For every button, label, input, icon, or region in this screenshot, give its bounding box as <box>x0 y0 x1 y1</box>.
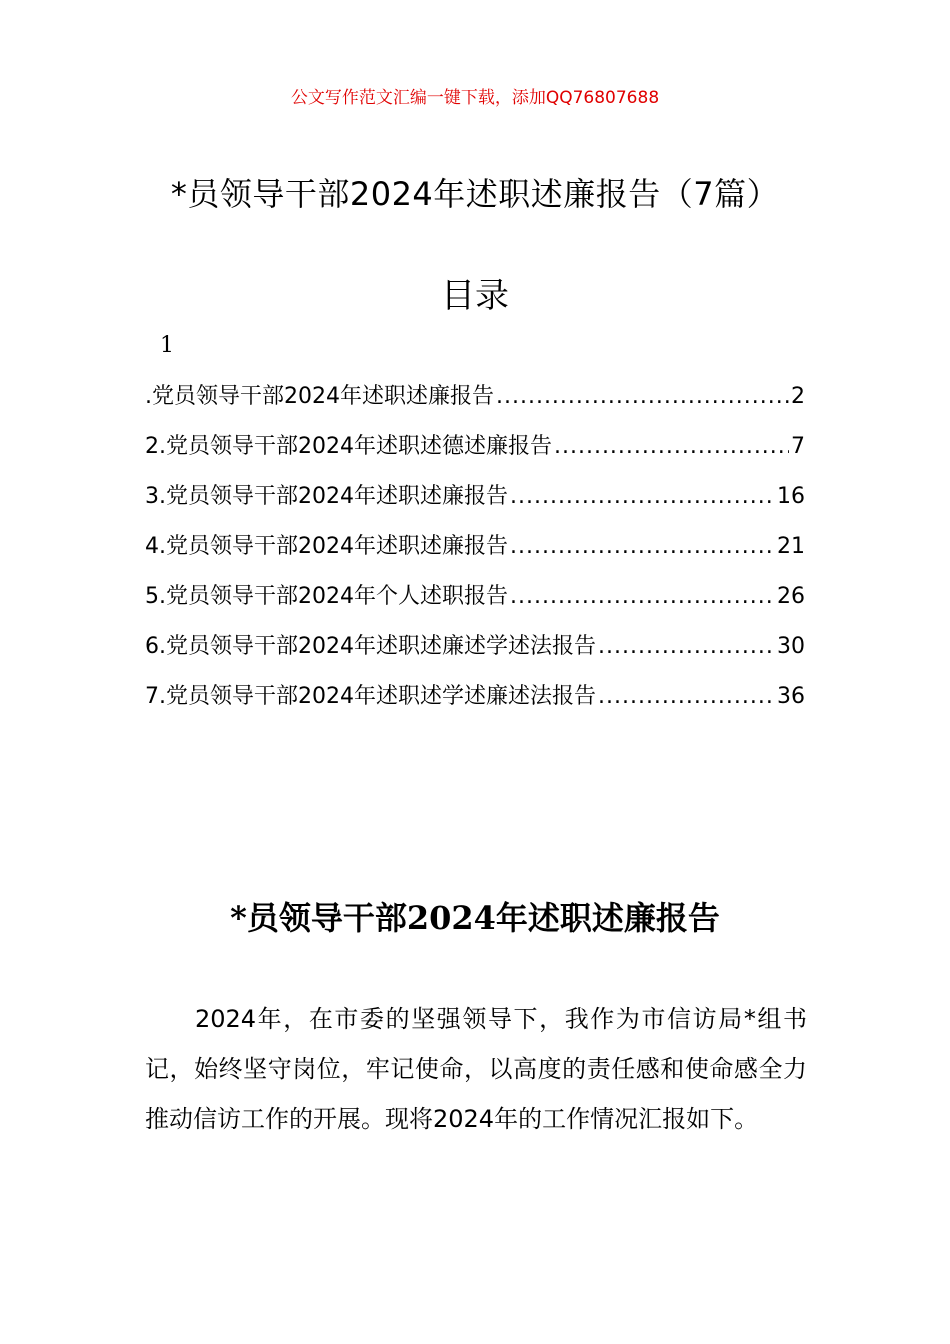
toc-leader-dots <box>598 672 775 722</box>
toc-heading: 目录 <box>441 276 509 316</box>
body-paragraph: 2024年，在市委的坚强领导下，我作为市信访局*组书记，始终坚守岗位，牢记使命，以高度的责任感和使命感全力推动信访工作的开展。现将2024年的工作情况汇报如下。 <box>145 1005 807 1133</box>
toc-entry-page: 36 <box>777 684 805 709</box>
toc-entry-page: 16 <box>777 484 805 509</box>
toc-leader-dots <box>510 472 775 522</box>
toc-entry-text: .党员领导干部2024年述职述廉报告 <box>145 384 494 409</box>
toc-entry[interactable] <box>145 572 805 622</box>
toc-entry-page: 30 <box>777 634 805 659</box>
toc-entry[interactable] <box>145 622 805 672</box>
toc-leader-dots <box>510 522 775 572</box>
toc-entry-text: 2.党员领导干部2024年述职述德述廉报告 <box>145 434 552 459</box>
toc-entry-text: 7.党员领导干部2024年述职述学述廉述法报告 <box>145 684 596 709</box>
toc-leader-dots <box>510 572 775 622</box>
toc-entry-page: 26 <box>777 584 805 609</box>
promo-banner: 公文写作范文汇编一键下载，添加QQ76807688 <box>290 88 660 108</box>
document-title: *员领导干部2024年述职述廉报告（7篇） <box>170 175 780 213</box>
toc-entry[interactable] <box>145 672 805 722</box>
toc-entry-text: 4.党员领导干部2024年述职述廉报告 <box>145 534 508 559</box>
toc-leader-dots <box>496 372 789 422</box>
toc-entry-page: 2 <box>791 384 805 409</box>
table-of-contents <box>145 372 805 722</box>
toc-entry[interactable] <box>145 472 805 522</box>
toc-entry-text: 3.党员领导干部2024年述职述廉报告 <box>145 484 508 509</box>
toc-entry-page: 7 <box>791 434 805 459</box>
toc-entry-text: 5.党员领导干部2024年个人述职报告 <box>145 584 508 609</box>
toc-entry-text: 6.党员领导干部2024年述职述廉述学述法报告 <box>145 634 596 659</box>
toc-first-number: 1 <box>160 333 174 358</box>
toc-entry[interactable] <box>145 422 805 472</box>
toc-entry[interactable] <box>145 522 805 572</box>
toc-entry-page: 21 <box>777 534 805 559</box>
toc-leader-dots <box>554 422 789 472</box>
section-title: *员领导干部2024年述职述廉报告 <box>230 899 720 937</box>
toc-entry[interactable] <box>145 372 805 422</box>
toc-leader-dots <box>598 622 775 672</box>
